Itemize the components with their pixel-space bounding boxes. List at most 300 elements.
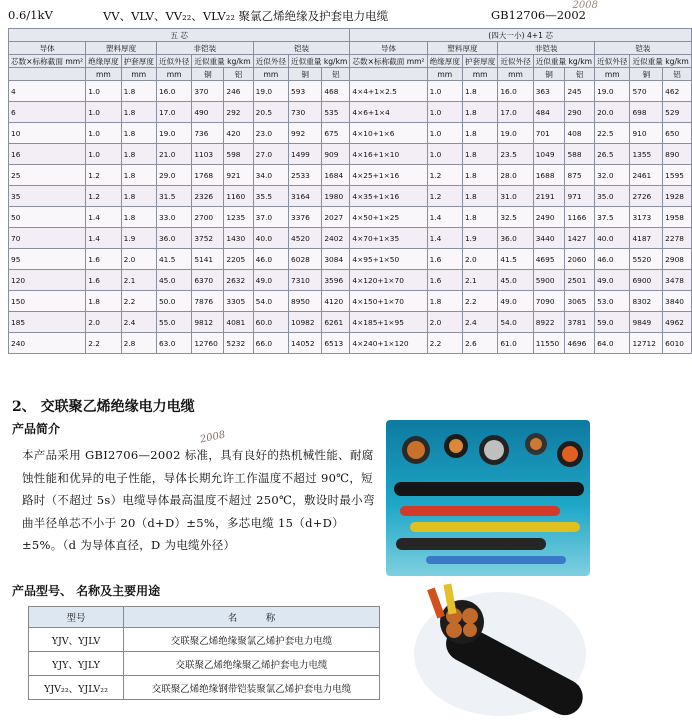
table-cell: 23.0 — [253, 123, 288, 144]
armored-header: 铠装 — [595, 42, 692, 55]
table-cell: 1.0 — [86, 102, 121, 123]
table-cell: 971 — [565, 186, 595, 207]
table-cell: 4 — [9, 81, 86, 102]
unit-cell: mm — [498, 68, 533, 81]
table-cell: 1688 — [533, 165, 565, 186]
unit-cell: mm — [462, 68, 497, 81]
table-cell: 41.5 — [156, 249, 191, 270]
table-cell: 2060 — [565, 249, 595, 270]
table-cell: 598 — [224, 144, 253, 165]
table-cell: 54.0 — [498, 312, 533, 333]
name-col-header: 名 称 — [124, 607, 380, 628]
table-cell: 64.0 — [595, 333, 630, 354]
table-cell: 2.0 — [86, 312, 121, 333]
table-cell: 40.0 — [253, 228, 288, 249]
table-cell: 7310 — [289, 270, 322, 291]
table-cell: 3781 — [565, 312, 595, 333]
table-cell: 26.5 — [595, 144, 630, 165]
table-cell: 1049 — [533, 144, 565, 165]
table-cell: 3840 — [663, 291, 692, 312]
table-cell: 1235 — [224, 207, 253, 228]
table-cell: 54.0 — [253, 291, 288, 312]
table-cell: 408 — [565, 123, 595, 144]
table-cell: 2700 — [192, 207, 224, 228]
plastic-thickness-header: 塑料厚度 — [86, 42, 157, 55]
table-cell: 120 — [9, 270, 86, 291]
table-cell: 28.0 — [498, 165, 533, 186]
table-cell: 1427 — [565, 228, 595, 249]
table-cell: 1.8 — [462, 144, 497, 165]
od-header: 近似外径 — [498, 55, 533, 68]
table-cell: 5141 — [192, 249, 224, 270]
table-cell: 4×240+1×120 — [350, 333, 427, 354]
table-cell: 1.0 — [86, 81, 121, 102]
table-cell: 1.6 — [427, 270, 462, 291]
table-cell: 27.0 — [253, 144, 288, 165]
table-cell: 2.2 — [86, 333, 121, 354]
intro-paragraph: 本产品采用 GBI2706—2002 标准，具有良好的热机械性能、耐腐蚀性能和优异的电子性能，导体长期允许工作温度不超过 90℃，短路时（不超过 5s）电缆导体最高温度不超过 250℃，敷设时最小弯曲半径单芯不小于 20（d+D）±5%，多芯电缆 15（d+D）±5%。（d 为导体直径，D 为电缆外径） — [22, 448, 375, 552]
table-cell: 3440 — [533, 228, 565, 249]
table-cell: 1.8 — [462, 186, 497, 207]
unit-cell: mm — [253, 68, 288, 81]
table-cell: 2501 — [565, 270, 595, 291]
models-table — [28, 606, 380, 700]
table-cell: 890 — [663, 144, 692, 165]
table-cell: 2.1 — [121, 270, 156, 291]
table-cell: 2908 — [663, 249, 692, 270]
table-cell: 29.0 — [156, 165, 191, 186]
spec-table — [8, 28, 692, 354]
table-row — [9, 228, 692, 249]
table-cell: 4×70+1×35 — [350, 228, 427, 249]
table-cell: 1.6 — [86, 249, 121, 270]
unit-copper: 铜 — [192, 68, 224, 81]
table-row — [9, 207, 692, 228]
table-cell: 4×95+1×50 — [350, 249, 427, 270]
table-cell: 70 — [9, 228, 86, 249]
table-cell: 588 — [565, 144, 595, 165]
table-cell: 730 — [289, 102, 322, 123]
table-cell: 1.0 — [427, 144, 462, 165]
unit-aluminum: 铝 — [322, 68, 350, 81]
table-cell: 185 — [9, 312, 86, 333]
table-cell: 1.8 — [121, 144, 156, 165]
table-cell: 10982 — [289, 312, 322, 333]
table-cell: 16.0 — [498, 81, 533, 102]
table-cell: 736 — [192, 123, 224, 144]
table-cell: 921 — [224, 165, 253, 186]
table-row — [29, 628, 380, 652]
table-cell: 909 — [322, 144, 350, 165]
table-cell: 19.0 — [156, 123, 191, 144]
table-cell: 16 — [9, 144, 86, 165]
table-cell: 4×16+1×10 — [350, 144, 427, 165]
cable-cross-section-image — [410, 580, 590, 720]
table-cell: 1.9 — [121, 228, 156, 249]
insulation-header: 绝缘厚度 — [427, 55, 462, 68]
table-cell: 292 — [224, 102, 253, 123]
od-header: 近似外径 — [595, 55, 630, 68]
table-cell: 45.0 — [156, 270, 191, 291]
table-cell: 2.0 — [121, 249, 156, 270]
table-cell: 1.8 — [462, 207, 497, 228]
table-cell: 2533 — [289, 165, 322, 186]
table-cell: 2.6 — [462, 333, 497, 354]
table-cell: 1166 — [565, 207, 595, 228]
table-cell: 2461 — [630, 165, 663, 186]
table-cell: 37.5 — [595, 207, 630, 228]
unit-cell: mm — [427, 68, 462, 81]
table-cell: 150 — [9, 291, 86, 312]
table-cell: 9849 — [630, 312, 663, 333]
table-cell: 1.8 — [121, 165, 156, 186]
models-heading: 产品型号、 名称及主要用途 — [12, 584, 161, 598]
table-row — [9, 249, 692, 270]
table-cell: 2278 — [663, 228, 692, 249]
table-cell: 60.0 — [253, 312, 288, 333]
table-cell: 2.4 — [121, 312, 156, 333]
five-core-header: 五 芯 — [9, 29, 350, 42]
table-row — [9, 291, 692, 312]
table-cell: 1.2 — [86, 186, 121, 207]
weight-header: 近似重量 kg/km — [289, 55, 350, 68]
cores-section-header: 芯数×标称截面 mm² — [350, 55, 427, 68]
table-cell: 1.4 — [86, 207, 121, 228]
conductor-header: 导体 — [9, 42, 86, 55]
table-cell: 1160 — [224, 186, 253, 207]
model-col-header: 型号 — [29, 607, 124, 628]
table-cell: 1.8 — [121, 123, 156, 144]
table-cell: 698 — [630, 102, 663, 123]
table-cell: 5520 — [630, 249, 663, 270]
page-title: VV、VLV、VV₂₂、VLV₂₂ 聚氯乙烯绝缘及护套电力电缆 — [103, 9, 389, 23]
table-cell: 61.0 — [498, 333, 533, 354]
table-cell: 4187 — [630, 228, 663, 249]
table-cell: 3752 — [192, 228, 224, 249]
table-cell: 4×35+1×16 — [350, 186, 427, 207]
table-cell: 1.8 — [121, 186, 156, 207]
table-cell: 1595 — [663, 165, 692, 186]
od-header: 近似外径 — [156, 55, 191, 68]
table-cell: 1499 — [289, 144, 322, 165]
table-cell: 11550 — [533, 333, 565, 354]
table-cell: 2205 — [224, 249, 253, 270]
table-row — [9, 123, 692, 144]
table-cell: 1768 — [192, 165, 224, 186]
table-row — [29, 652, 380, 676]
table-cell: 240 — [9, 333, 86, 354]
table-cell: 2027 — [322, 207, 350, 228]
table-cell: 1.8 — [86, 291, 121, 312]
table-row — [9, 81, 692, 102]
table-cell: 2.8 — [121, 333, 156, 354]
table-row — [9, 144, 692, 165]
table-cell: 32.5 — [498, 207, 533, 228]
table-cell: 1.8 — [462, 102, 497, 123]
table-cell: 4×25+1×16 — [350, 165, 427, 186]
table-cell: 6900 — [630, 270, 663, 291]
table-cell: 19.0 — [253, 81, 288, 102]
table-cell: 49.0 — [595, 270, 630, 291]
table-cell: 4×10+1×6 — [350, 123, 427, 144]
table-cell: 1.0 — [427, 102, 462, 123]
table-cell: 1.8 — [121, 102, 156, 123]
table-cell: 1.8 — [462, 123, 497, 144]
table-cell: 1.4 — [427, 228, 462, 249]
table-cell: 41.5 — [498, 249, 533, 270]
table-cell: 49.0 — [253, 270, 288, 291]
table-cell: 23.5 — [498, 144, 533, 165]
unit-cell — [350, 68, 427, 81]
armored-header: 铠装 — [253, 42, 350, 55]
table-cell: 1.6 — [86, 270, 121, 291]
standard-code: GB12706—2002 — [491, 8, 586, 22]
table-cell: 1684 — [322, 165, 350, 186]
unit-aluminum: 铝 — [565, 68, 595, 81]
table-cell: 45.0 — [498, 270, 533, 291]
table-cell: 12712 — [630, 333, 663, 354]
table-cell: 290 — [565, 102, 595, 123]
weight-header: 近似重量 kg/km — [630, 55, 691, 68]
table-cell: 535 — [322, 102, 350, 123]
name-cell: 交联聚乙烯绝缘钢带铠装聚氯乙烯护套电力电缆 — [124, 676, 380, 700]
table-cell: 1.8 — [121, 81, 156, 102]
table-cell: 992 — [289, 123, 322, 144]
sheath-header: 护套厚度 — [462, 55, 497, 68]
table-cell: 37.0 — [253, 207, 288, 228]
cores-section-header: 芯数×标称截面 mm² — [9, 55, 86, 68]
table-cell: 14052 — [289, 333, 322, 354]
table-cell: 3173 — [630, 207, 663, 228]
table-cell: 4696 — [565, 333, 595, 354]
table-cell: 701 — [533, 123, 565, 144]
table-cell: 1.8 — [462, 165, 497, 186]
table-cell: 2191 — [533, 186, 565, 207]
table-cell: 2.2 — [121, 291, 156, 312]
spec-table-body — [9, 81, 692, 354]
table-cell: 17.0 — [156, 102, 191, 123]
table-row — [9, 270, 692, 291]
table-cell: 1.2 — [427, 165, 462, 186]
table-cell: 484 — [533, 102, 565, 123]
table-cell: 1928 — [663, 186, 692, 207]
table-cell: 1.8 — [121, 207, 156, 228]
section-heading: 2、 交联聚乙烯绝缘电力电缆 — [12, 399, 195, 415]
table-cell: 4×150+1×70 — [350, 291, 427, 312]
table-cell: 25 — [9, 165, 86, 186]
table-cell: 3084 — [322, 249, 350, 270]
table-cell: 40.0 — [595, 228, 630, 249]
conductor-header: 导体 — [350, 42, 427, 55]
table-cell: 5900 — [533, 270, 565, 291]
table-cell: 4×185+1×95 — [350, 312, 427, 333]
table-cell: 570 — [630, 81, 663, 102]
table-cell: 8922 — [533, 312, 565, 333]
unit-copper: 铜 — [289, 68, 322, 81]
table-cell: 875 — [565, 165, 595, 186]
table-cell: 4695 — [533, 249, 565, 270]
table-cell: 59.0 — [595, 312, 630, 333]
table-cell: 1.8 — [462, 81, 497, 102]
name-cell: 交联聚乙烯绝缘聚氯乙烯护套电力电缆 — [124, 628, 380, 652]
table-cell: 7090 — [533, 291, 565, 312]
table-cell: 36.0 — [156, 228, 191, 249]
name-cell: 交联聚乙烯绝缘聚乙烯护套电力电缆 — [124, 652, 380, 676]
table-cell: 95 — [9, 249, 86, 270]
non-armored-header: 非铠装 — [498, 42, 595, 55]
table-cell: 21.0 — [156, 144, 191, 165]
od-header: 近似外径 — [253, 55, 288, 68]
table-cell: 246 — [224, 81, 253, 102]
table-cell: 20.5 — [253, 102, 288, 123]
table-row — [9, 186, 692, 207]
table-cell: 2.2 — [462, 291, 497, 312]
unit-aluminum: 铝 — [663, 68, 692, 81]
cable-product-image — [386, 420, 590, 576]
handwritten-note: 2008 — [199, 429, 227, 446]
table-cell: 6 — [9, 102, 86, 123]
table-cell: 6370 — [192, 270, 224, 291]
table-cell: 6261 — [322, 312, 350, 333]
table-cell: 2326 — [192, 186, 224, 207]
unit-copper: 铜 — [630, 68, 663, 81]
table-cell: 4120 — [322, 291, 350, 312]
table-cell: 1980 — [322, 186, 350, 207]
table-cell: 4×50+1×25 — [350, 207, 427, 228]
table-cell: 1.2 — [427, 186, 462, 207]
table-cell: 420 — [224, 123, 253, 144]
table-cell: 370 — [192, 81, 224, 102]
intro-heading: 产品简介 — [12, 422, 61, 436]
table-cell: 46.0 — [253, 249, 288, 270]
table-cell: 529 — [663, 102, 692, 123]
table-cell: 4×4+1×2.5 — [350, 81, 427, 102]
table-cell: 35.0 — [595, 186, 630, 207]
table-cell: 468 — [322, 81, 350, 102]
model-cell: YJY、YJLY — [29, 652, 124, 676]
voltage-label: 0.6/1kV — [8, 8, 53, 22]
table-cell: 1355 — [630, 144, 663, 165]
table-cell: 7876 — [192, 291, 224, 312]
table-row — [9, 333, 692, 354]
table-cell: 36.0 — [498, 228, 533, 249]
table-cell: 50 — [9, 207, 86, 228]
table-cell: 2.2 — [427, 333, 462, 354]
weight-header: 近似重量 kg/km — [192, 55, 253, 68]
unit-cell: mm — [121, 68, 156, 81]
table-cell: 245 — [565, 81, 595, 102]
weight-header: 近似重量 kg/km — [533, 55, 594, 68]
table-cell: 6028 — [289, 249, 322, 270]
non-armored-header: 非铠装 — [156, 42, 253, 55]
table-cell: 2.4 — [462, 312, 497, 333]
table-cell: 19.0 — [595, 81, 630, 102]
table-cell: 1.0 — [427, 123, 462, 144]
table-cell: 20.0 — [595, 102, 630, 123]
table-cell: 1.0 — [86, 144, 121, 165]
table-cell: 66.0 — [253, 333, 288, 354]
table-cell: 6513 — [322, 333, 350, 354]
table-cell: 8950 — [289, 291, 322, 312]
table-cell: 593 — [289, 81, 322, 102]
table-cell: 910 — [630, 123, 663, 144]
table-cell: 35 — [9, 186, 86, 207]
table-cell: 53.0 — [595, 291, 630, 312]
table-cell: 49.0 — [498, 291, 533, 312]
handwritten-note: 2008 — [572, 0, 598, 11]
table-cell: 4962 — [663, 312, 692, 333]
unit-cell: mm — [595, 68, 630, 81]
table-cell: 1.4 — [86, 228, 121, 249]
page-header — [8, 6, 592, 24]
table-cell: 3305 — [224, 291, 253, 312]
table-cell: 31.0 — [498, 186, 533, 207]
table-cell: 50.0 — [156, 291, 191, 312]
table-cell: 2.1 — [462, 270, 497, 291]
model-cell: YJV、YJLV — [29, 628, 124, 652]
table-cell: 490 — [192, 102, 224, 123]
table-cell: 5232 — [224, 333, 253, 354]
sheath-header: 护套厚度 — [121, 55, 156, 68]
table-cell: 12760 — [192, 333, 224, 354]
unit-cell — [9, 68, 86, 81]
table-cell: 2402 — [322, 228, 350, 249]
table-cell: 650 — [663, 123, 692, 144]
table-cell: 2632 — [224, 270, 253, 291]
unit-cell: mm — [86, 68, 121, 81]
four-plus-one-header: (四大一小) 4+1 芯 — [350, 29, 691, 42]
table-cell: 1.2 — [86, 165, 121, 186]
table-cell: 4×6+1×4 — [350, 102, 427, 123]
table-cell: 1103 — [192, 144, 224, 165]
table-cell: 3376 — [289, 207, 322, 228]
table-row — [9, 102, 692, 123]
table-cell: 1430 — [224, 228, 253, 249]
plastic-thickness-header: 塑料厚度 — [427, 42, 498, 55]
table-cell: 1958 — [663, 207, 692, 228]
table-cell: 34.0 — [253, 165, 288, 186]
table-cell: 32.0 — [595, 165, 630, 186]
table-row — [9, 165, 692, 186]
model-cell: YJV₂₂、YJLV₂₂ — [29, 676, 124, 700]
table-cell: 31.5 — [156, 186, 191, 207]
table-cell: 1.8 — [427, 291, 462, 312]
table-cell: 33.0 — [156, 207, 191, 228]
table-cell: 3164 — [289, 186, 322, 207]
table-cell: 55.0 — [156, 312, 191, 333]
table-cell: 17.0 — [498, 102, 533, 123]
table-cell: 4×120+1×70 — [350, 270, 427, 291]
insulation-header: 绝缘厚度 — [86, 55, 121, 68]
table-cell: 3478 — [663, 270, 692, 291]
unit-copper: 铜 — [533, 68, 565, 81]
table-cell: 2.0 — [462, 249, 497, 270]
table-cell: 4520 — [289, 228, 322, 249]
cable-illustration — [386, 420, 590, 576]
table-cell: 3065 — [565, 291, 595, 312]
table-cell: 6010 — [663, 333, 692, 354]
table-cell: 675 — [322, 123, 350, 144]
table-cell: 462 — [663, 81, 692, 102]
table-cell: 35.5 — [253, 186, 288, 207]
table-cell: 16.0 — [156, 81, 191, 102]
table-cell: 63.0 — [156, 333, 191, 354]
table-cell: 10 — [9, 123, 86, 144]
table-cell: 4081 — [224, 312, 253, 333]
table-cell: 2726 — [630, 186, 663, 207]
unit-cell: mm — [156, 68, 191, 81]
table-cell: 2490 — [533, 207, 565, 228]
